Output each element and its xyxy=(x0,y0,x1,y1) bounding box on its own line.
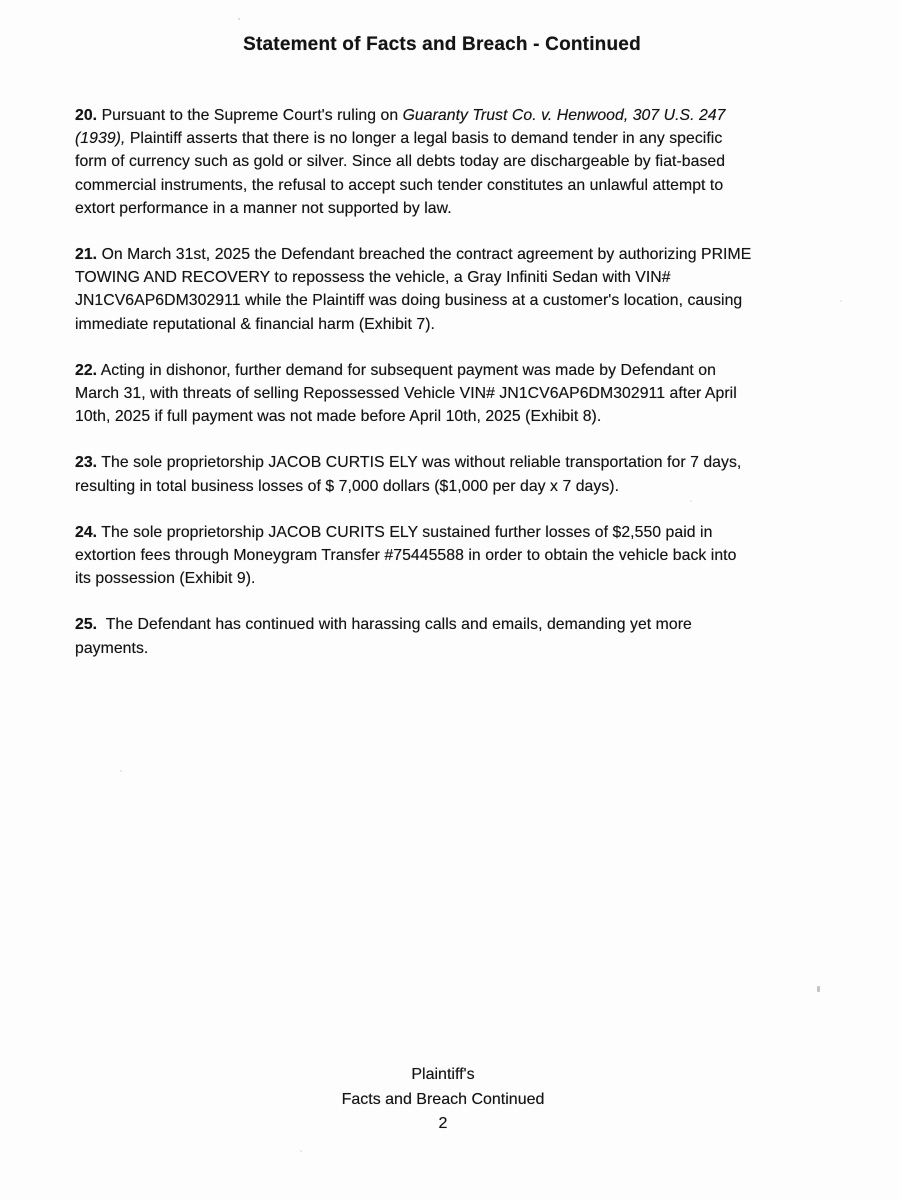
text-segment: commercial instruments, the refusal to accept such tender constitutes an unlawful attempt to xyxy=(75,176,724,194)
facts-list xyxy=(75,104,860,660)
page-footer xyxy=(0,1063,893,1137)
text-segment: The Defendant has continued with harassing calls and emails, demanding yet more xyxy=(97,616,692,634)
text-segment: 10th, 2025 if full payment was not made before April 10th, 2025 (Exhibit 8). xyxy=(75,408,602,426)
paragraph-number: 23. xyxy=(75,454,98,472)
paragraph-number: 20. xyxy=(75,107,98,124)
text-segment: Pursuant to the Supreme Court's ruling on xyxy=(97,107,403,124)
scan-speckle xyxy=(840,300,842,302)
text-segment: Plaintiff asserts that there is no longer a legal basis to demand tender in any specific xyxy=(125,130,723,148)
text-segment: Acting in dishonor, further demand for subsequent payment was made by Defendant on xyxy=(97,361,716,379)
paragraph-line xyxy=(75,127,860,150)
text-segment: resulting in total business losses of $ 7,000 dollars ($1,000 per day x 7 days). xyxy=(75,477,620,495)
text-segment: The sole proprietorship JACOB CURITS ELY sustained further losses of $2,550 paid in xyxy=(97,523,713,541)
text-segment: form of currency such as gold or silver. Since all debts today are dischargeable by fiat-based xyxy=(75,153,726,171)
scan-speckle xyxy=(120,770,122,772)
page-title: Statement of Facts and Breach - Continued xyxy=(243,34,641,55)
scan-speckle xyxy=(300,1150,302,1152)
scan-speckle xyxy=(690,500,692,502)
text-segment: On March 31st, 2025 the Defendant breached the contract agreement by authorizing PRIME xyxy=(97,246,752,264)
paragraph-line xyxy=(75,521,860,544)
footer-section-label: Facts and Breach Continued xyxy=(341,1090,545,1108)
paragraph-line xyxy=(75,104,860,127)
paragraph xyxy=(75,521,860,591)
paragraph-line xyxy=(75,567,860,590)
paragraph-line xyxy=(75,475,860,498)
paragraph xyxy=(75,243,860,336)
paragraph-number: 21. xyxy=(75,246,98,264)
paragraph-line xyxy=(75,289,860,312)
footer-page-number: 2 xyxy=(438,1115,448,1133)
paragraph-line xyxy=(75,313,860,336)
case-citation: Guaranty Trust Co. v. Henwood, 307 U.S. 247 xyxy=(402,107,726,124)
paragraph-line xyxy=(75,266,860,289)
paragraph-line xyxy=(75,382,860,405)
paragraph xyxy=(75,359,860,429)
footer-party-label: Plaintiff's xyxy=(411,1066,475,1083)
paragraph-number: 22. xyxy=(75,361,98,379)
paragraph-number: 24. xyxy=(75,523,98,541)
text-segment: The sole proprietorship JACOB CURTIS ELY was without reliable transportation for 7 days, xyxy=(97,454,742,472)
paragraph-line xyxy=(75,243,860,266)
paragraph-line xyxy=(75,359,860,382)
text-segment: extortion fees through Moneygram Transfer #75445588 in order to obtain the vehicle back into xyxy=(75,547,737,565)
paragraph xyxy=(75,451,860,497)
paragraph-line xyxy=(75,405,860,428)
paragraph-line xyxy=(75,150,860,173)
text-segment: payments. xyxy=(75,639,149,657)
text-segment: immediate reputational & financial harm (Exhibit 7). xyxy=(75,315,435,333)
text-segment: TOWING AND RECOVERY to repossess the vehicle, a Gray Infiniti Sedan with VIN# xyxy=(75,269,671,287)
case-citation: (1939), xyxy=(75,130,126,148)
paragraph-number: 25. xyxy=(75,616,98,634)
paragraph-line xyxy=(75,544,860,567)
text-segment: March 31, with threats of selling Repossessed Vehicle VIN# JN1CV6AP6DM302911 after April xyxy=(75,385,737,403)
paragraph-line xyxy=(75,451,860,474)
scan-speckle xyxy=(817,986,820,992)
scan-speckle xyxy=(238,18,240,20)
text-segment: JN1CV6AP6DM302911 while the Plaintiff was doing business at a customer's location, causing xyxy=(75,292,743,310)
text-segment: extort performance in a manner not supported by law. xyxy=(75,199,452,217)
paragraph xyxy=(75,104,860,220)
paragraph xyxy=(75,613,860,659)
paragraph-line xyxy=(75,174,860,197)
text-segment: its possession (Exhibit 9). xyxy=(75,570,256,588)
paragraph-line xyxy=(75,197,860,220)
paragraph-line xyxy=(75,613,860,636)
paragraph-line xyxy=(75,637,860,660)
